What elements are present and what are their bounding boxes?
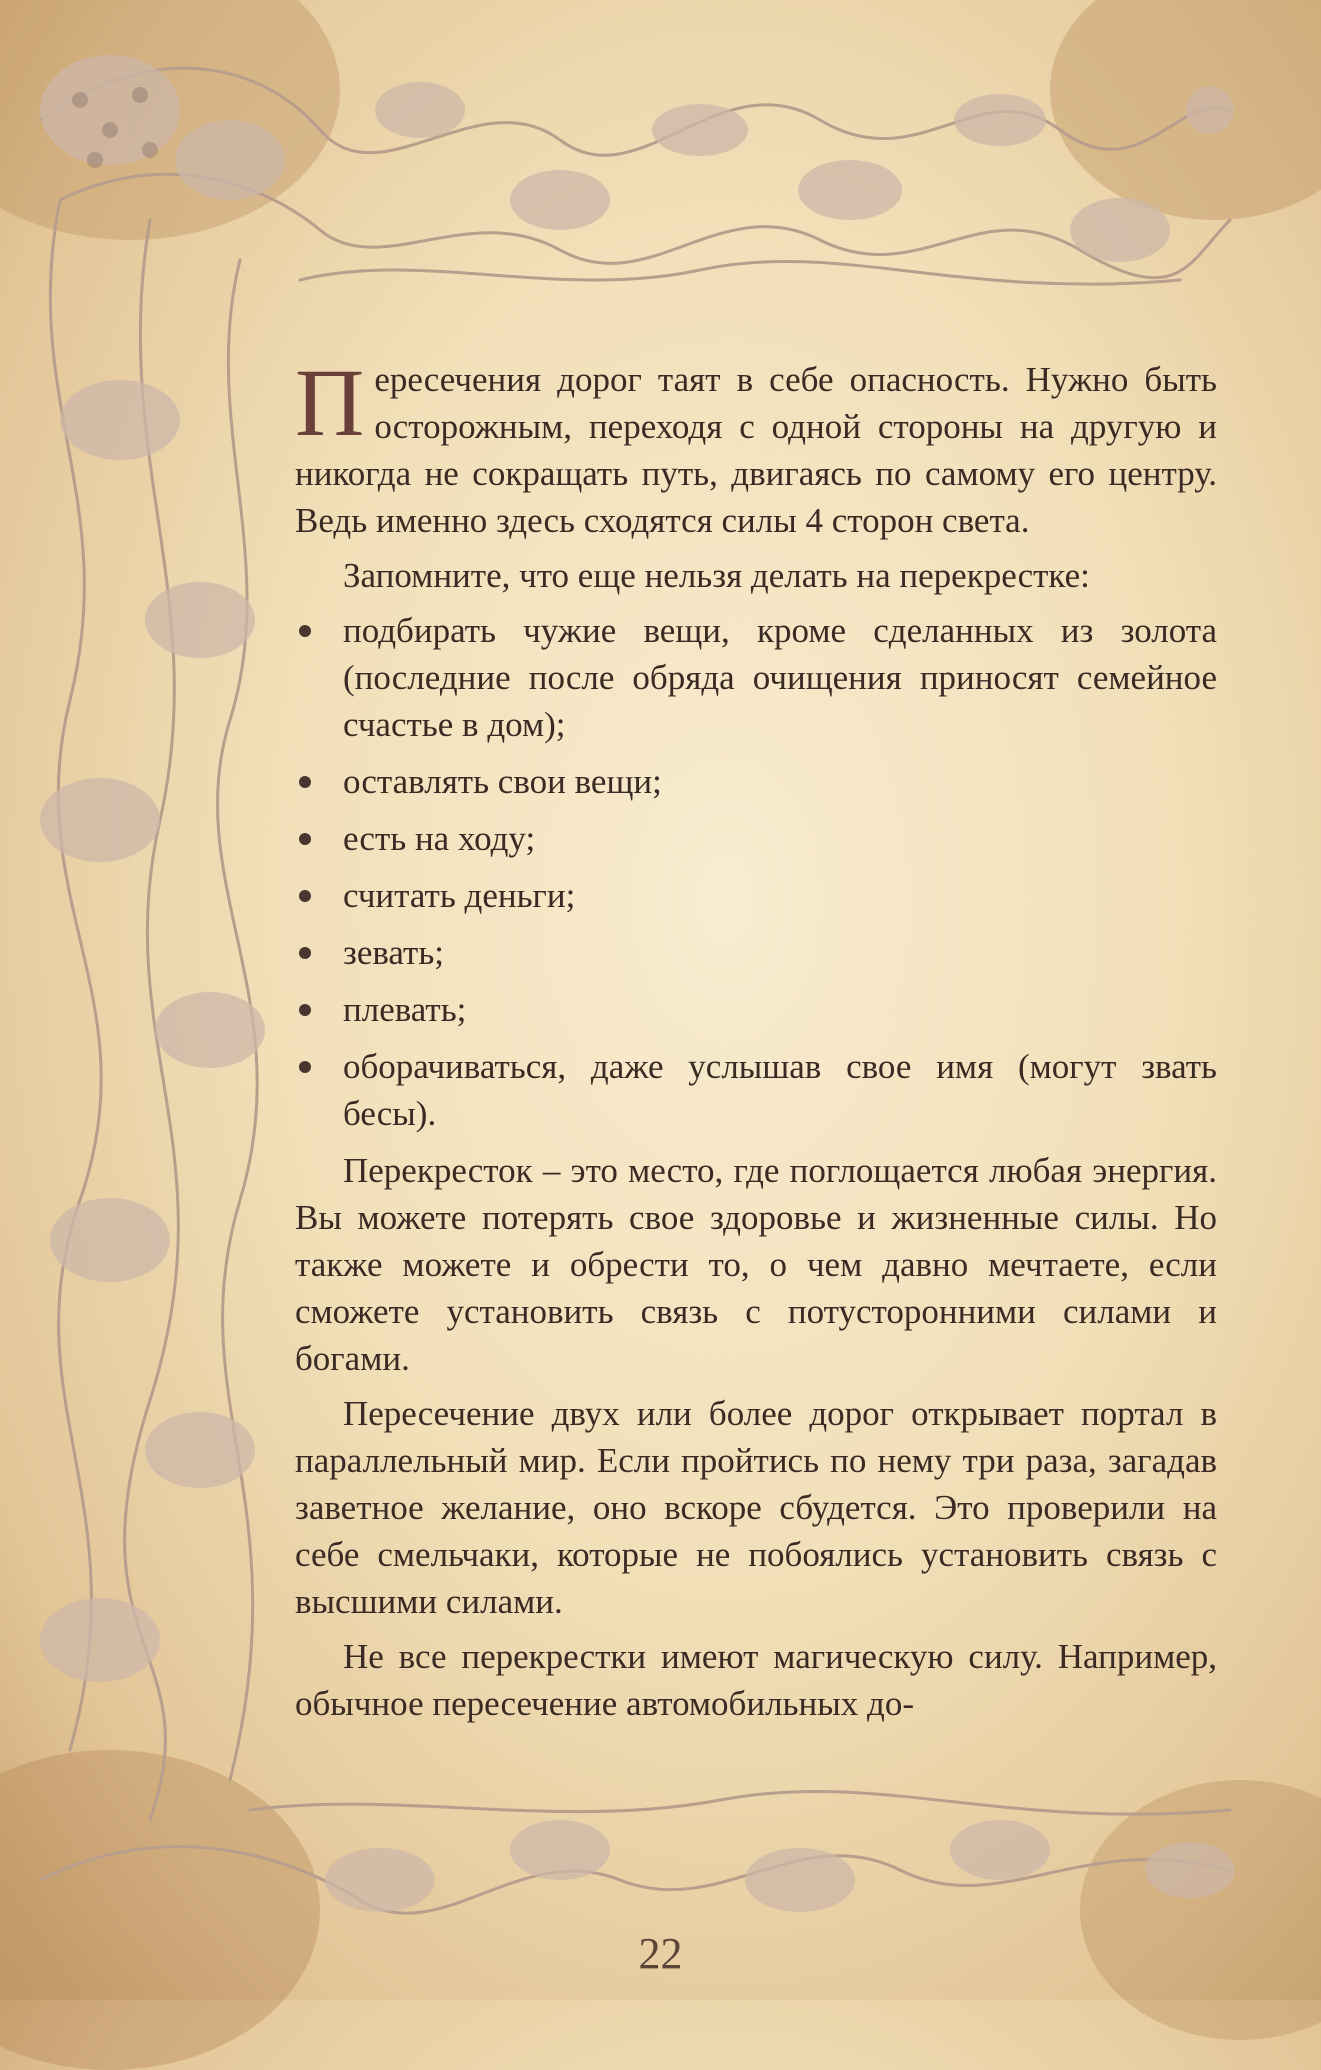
bullet-icon	[299, 833, 311, 845]
energy-paragraph: Перекресток – это место, где поглощается любая энергия. Вы можете потерять свое здоровье и жизненные силы. Но также можете и обрести то, о чем давно мечтаете, если сможете установить связь с потусторонними силами и богами.	[295, 1151, 1217, 1378]
bullet-icon	[299, 776, 311, 788]
forbidden-actions-list	[295, 607, 1217, 1137]
bullet-icon	[299, 1004, 311, 1016]
page-number: 22	[638, 1929, 683, 1978]
list-item: оставлять свои вещи;	[295, 758, 1217, 805]
list-item: есть на ходу;	[295, 815, 1217, 862]
list-item: зевать;	[295, 929, 1217, 976]
bullet-icon	[299, 890, 311, 902]
list-item: оборачиваться, даже услышав свое имя (могут звать бесы).	[295, 1043, 1217, 1137]
list-item: считать деньги;	[295, 872, 1217, 919]
body-text	[295, 349, 1217, 1735]
intro-paragraph	[295, 349, 1217, 544]
intro-text: ересечения дорог таят в себе опасность. Нужно быть осторожным, переходя с одной стороны на другую и никогда не сокращать путь, двигаясь по самому его центру. Ведь именно здесь сходятся силы 4 сторон света.	[295, 360, 1217, 540]
drop-cap: П	[295, 349, 365, 456]
bullet-icon	[299, 1061, 311, 1073]
list-item: подбирать чужие вещи, кроме сделанных из золота (последние после обряда очищения приносят семейное счастье в дом);	[295, 607, 1217, 748]
closing-paragraph: Не все перекрестки имеют магическую силу. Например, обычное пересечение автомобильных до-	[295, 1637, 1217, 1723]
list-intro: Запомните, что еще нельзя делать на перекрестке:	[343, 556, 1090, 595]
list-item: плевать;	[295, 986, 1217, 1033]
bullet-icon	[299, 625, 311, 637]
bullet-icon	[299, 947, 311, 959]
portal-paragraph: Пересечение двух или более дорог открывает портал в параллельный мир. Если пройтись по нему три раза, загадав заветное желание, оно вскоре сбудется. Это проверили на себе смельчаки, которые не побоялись установить связь с высшими силами.	[295, 1394, 1217, 1621]
